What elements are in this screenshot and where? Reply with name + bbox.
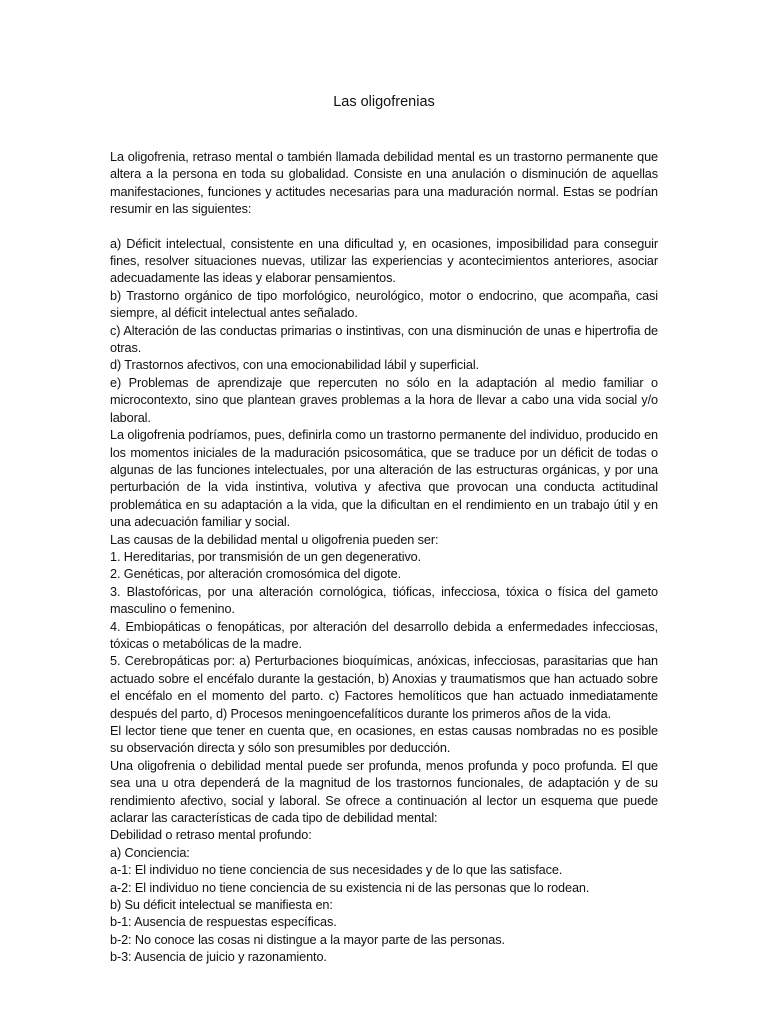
list-item: 4. Embiopáticas o fenopáticas, por alteración del desarrollo debida a enfermedades infecciosas, tóxicas o metabólicas de la madre. xyxy=(110,619,658,651)
paragraph-gap xyxy=(110,219,658,236)
list-item: a) Conciencia: xyxy=(110,845,190,860)
paragraph: El lector tiene que tener en cuenta que, en ocasiones, en estas causas nombradas no es posible su observación directa y sólo son presumibles por deducción. xyxy=(110,724,658,756)
paragraph: d) Trastornos afectivos, con una emocionabilidad lábil y superficial. xyxy=(110,358,479,373)
list-item: b-1: Ausencia de respuestas específicas. xyxy=(110,915,337,930)
paragraph: e) Problemas de aprendizaje que repercuten no sólo en la adaptación al medio familiar o microcontexto, sino que plantean graves problemas a la hora de llevar a cabo una vida social y/o laboral. xyxy=(110,375,658,425)
list-item: b) Su déficit intelectual se manifiesta en: xyxy=(110,898,333,913)
list-item: a-2: El individuo no tiene conciencia de su existencia ni de las personas que lo rodean. xyxy=(110,880,590,895)
list-item: b-2: No conoce las cosas ni distingue a la mayor parte de las personas. xyxy=(110,932,505,947)
document-title: Las oligofrenias xyxy=(333,94,435,110)
paragraph: La oligofrenia podríamos, pues, definirla como un trastorno permanente del individuo, producido en los momentos iniciales de la maduración psicosomática, que se traduce por un déficit de todas o algunas de las funciones intelectuales, por una alteración de las estructuras orgánicas, y por una perturbación de la vida instintiva, volutiva y afectiva que provocan una conducta actitudinal problemática en su adaptación a la vida, que la dificultan en el rendimiento en un trabajo útil y en una adecuación familiar y social. xyxy=(110,428,658,530)
list-item: 3. Blastofóricas, por una alteración cornológica, tióficas, infecciosa, tóxica o física del gameto masculino o femenino. xyxy=(110,584,658,617)
list-item: 1. Hereditarias, por transmisión de un gen degenerativo. xyxy=(110,549,422,564)
list-item: a-1: El individuo no tiene conciencia de sus necesidades y de lo que las satisface. xyxy=(110,863,563,878)
paragraph: c) Alteración de las conductas primarias o instintivas, con una disminución de unas e hipertrofia de otras. xyxy=(110,323,658,356)
paragraph: Una oligofrenia o debilidad mental puede ser profunda, menos profunda y poco profunda. El que sea una u otra dependerá de la magnitud de los trastornos funcionales, de adaptación y de su rendimiento afectivo, social y laboral. Se ofrece a continuación al lector un esquema que puede aclarar las características de cada tipo de debilidad mental: xyxy=(110,758,658,826)
document-body xyxy=(110,149,658,967)
list-item: 2. Genéticas, por alteración cromosómica del digote. xyxy=(110,567,401,582)
list-item: b-3: Ausencia de juicio y razonamiento. xyxy=(110,950,327,965)
paragraph: Debilidad o retraso mental profundo: xyxy=(110,828,312,843)
paragraph: b) Trastorno orgánico de tipo morfológico, neurológico, motor o endocrino, que acompaña, casi siempre, al déficit intelectual antes señalado. xyxy=(110,288,658,321)
intro-paragraph: La oligofrenia, retraso mental o también llamada debilidad mental es un trastorno permanente que altera a la persona en toda su globalidad. Consiste en una anulación o disminución de aquellas manifestaciones, funciones y actitudes necesarias para una maduración normal. Estas se podrían resumir en las siguientes: xyxy=(110,150,658,217)
list-item: 5. Cerebropáticas por: a) Perturbaciones bioquímicas, anóxicas, infecciosas, parasitarias que han actuado sobre el encéfalo durante la gestación, b) Anoxias y traumatismos que han actuado sobre el encéfalo en el momento del parto. c) Factores hemolíticos que han actuado inmediatamente después del parto, d) Procesos meningoencefalíticos durante los primeros años de la vida. xyxy=(110,654,658,721)
paragraph: Las causas de la debilidad mental u oligofrenia pueden ser: xyxy=(110,532,439,547)
paragraph: a) Déficit intelectual, consistente en una dificultad y, en ocasiones, imposibilidad para conseguir fines, resolver situaciones nuevas, utilizar las experiencias y acontecimientos anteriores, asociar adecuadamente las ideas y elaborar pensamientos. xyxy=(110,236,658,286)
